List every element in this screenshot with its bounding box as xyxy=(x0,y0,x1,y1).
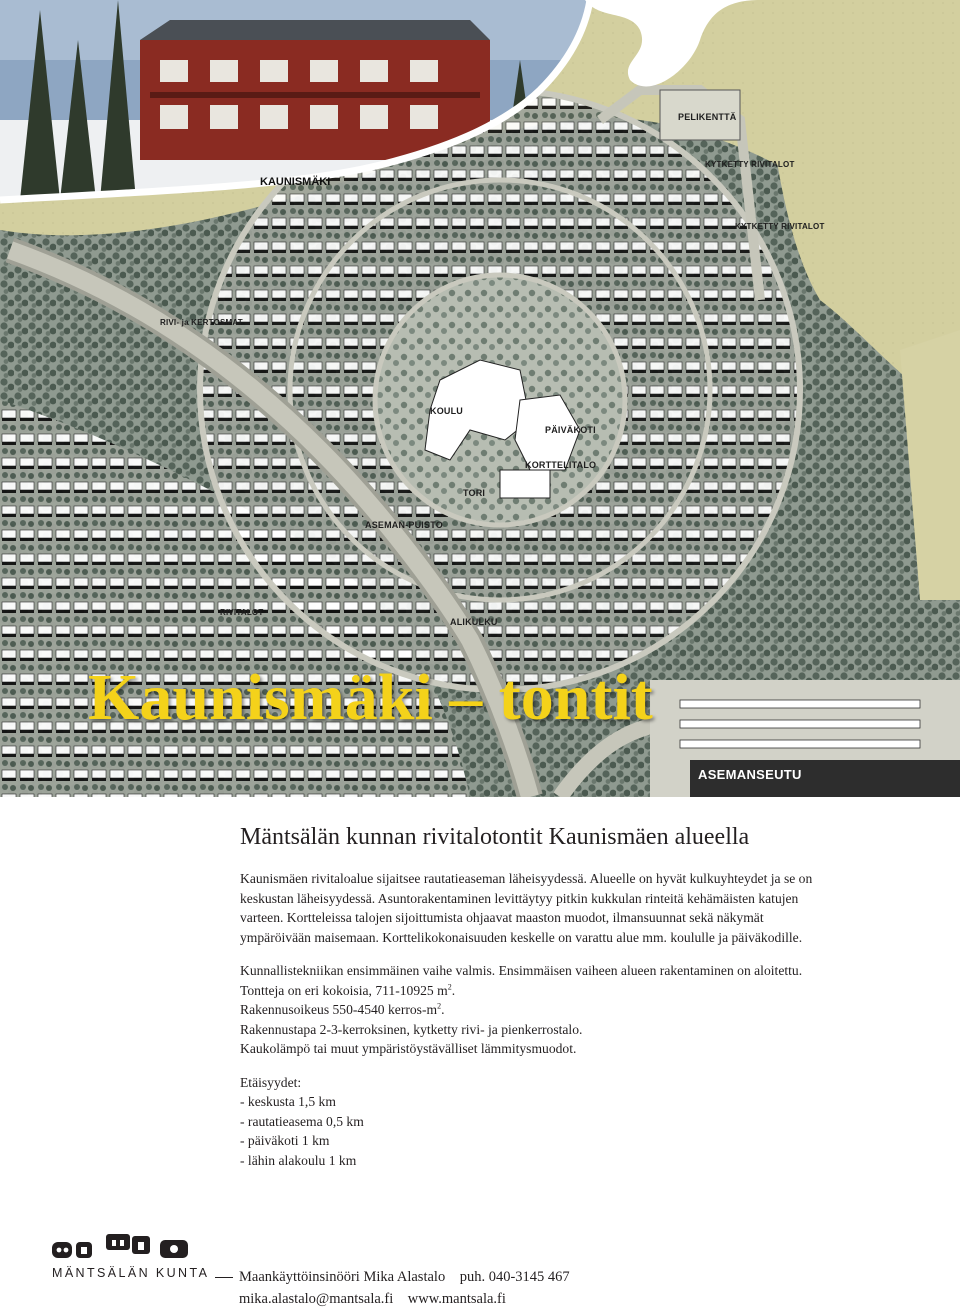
contact-person: Maankäyttöinsinööri Mika Alastalo puh. 040-3145 467 xyxy=(239,1269,570,1285)
contact-line xyxy=(215,1288,570,1310)
dash-divider xyxy=(215,1277,233,1278)
map-label-asemanpuisto: ASEMAN-PUISTO xyxy=(365,520,443,530)
distances xyxy=(240,1073,930,1171)
fact-line-plot-size: Tontteja on eri kokoisia, 711-10925 $m^2$. xyxy=(240,981,456,998)
intro-line: keskustan läheisyydessä. Asuntorakentaminen levittäytyy pitkin kukkulan rinteitä kehämäisten katujen xyxy=(240,890,799,906)
contact-links[interactable]: mika.alastalo@mantsala.fi www.mantsala.fi xyxy=(239,1291,506,1307)
logo-text: MÄNTSÄLÄN KUNTA xyxy=(52,1266,210,1280)
map-label-kytketty-2: KYTKETTY RIVITALOT xyxy=(735,222,825,231)
intro-paragraph xyxy=(240,869,930,947)
fact-line: Kunnallistekniikan ensimmäinen vaihe valmis. Ensimmäisen vaiheen alueen rakentaminen on aloitettu. xyxy=(240,963,803,978)
map-label-koulu: KOULU xyxy=(430,406,463,416)
superscript: 2 xyxy=(447,981,452,991)
map-label-rivitalot: RIVITALOT xyxy=(220,608,264,617)
map-label-alikulku: ALIKULKU xyxy=(450,617,498,627)
contact xyxy=(215,1266,570,1310)
mantsala-logo-icon xyxy=(52,1232,202,1262)
fact-line-building-right: Rakennusoikeus 550-4540 kerros-$m^2$. xyxy=(240,1001,445,1017)
map-label-paivakoti: PÄIVÄKOTI xyxy=(545,425,596,435)
map-label-tori: TORI xyxy=(463,488,486,498)
distance-item: - päiväkoti 1 km xyxy=(240,1133,330,1148)
map-label-kytketty-1: KYTKETTY RIVITALOT xyxy=(705,160,795,169)
contact-line xyxy=(215,1266,570,1288)
superscript: 2 xyxy=(437,1001,442,1011)
distance-item: - keskusta 1,5 km xyxy=(240,1094,336,1109)
photo-label: KAUNISMÄKI xyxy=(260,176,331,188)
fact-text: Tontteja on eri kokoisia, 711-10925 m xyxy=(240,982,448,998)
facts-paragraph xyxy=(240,961,930,1059)
map-label-rivi: RIVI- ja KERTOSMAT xyxy=(160,318,243,327)
subtitle: Mäntsälän kunnan rivitalotontit Kaunismäen alueella xyxy=(240,824,750,850)
map-label-korttelitalo: KORTTELITALO xyxy=(525,460,597,470)
intro-line: ympäröivään maisemaan. Korttelikokonaisuuden keskelle on varattu alue mm. koululle ja päiväkodille. xyxy=(240,929,803,945)
fact-text: Rakennusoikeus 550-4540 kerros-m xyxy=(240,1002,438,1017)
page-title: Kaunismäki – tontit xyxy=(88,661,653,734)
content xyxy=(240,824,930,1170)
fact-line: Kaukolämpö tai muut ympäristöystävälliset lämmitysmuodot. xyxy=(240,1041,577,1056)
map-label-pelikentta: PELIKENTTÄ xyxy=(678,112,737,122)
distance-item: - rautatieasema 0,5 km xyxy=(240,1113,364,1129)
intro-line: Kaunismäen rivitaloalue sijaitsee rautatieaseman läheisyydessä. Alueelle on hyvät kulkuyhteydet ja se on xyxy=(240,871,813,886)
distance-item: - lähin alakoulu 1 km xyxy=(240,1152,357,1168)
distances-heading: Etäisyydet: xyxy=(240,1074,302,1090)
map-label-asemanseutu: ASEMANSEUTU xyxy=(698,767,802,782)
fact-line: Rakennustapa 2-3-kerroksinen, kytketty rivi- ja pienkerrostalo. xyxy=(240,1021,583,1037)
intro-line: varteen. Kortteleissa talojen sijoittumista ohjaavat maaston muodot, ilmansuunnat sekä näkymät xyxy=(240,910,764,925)
